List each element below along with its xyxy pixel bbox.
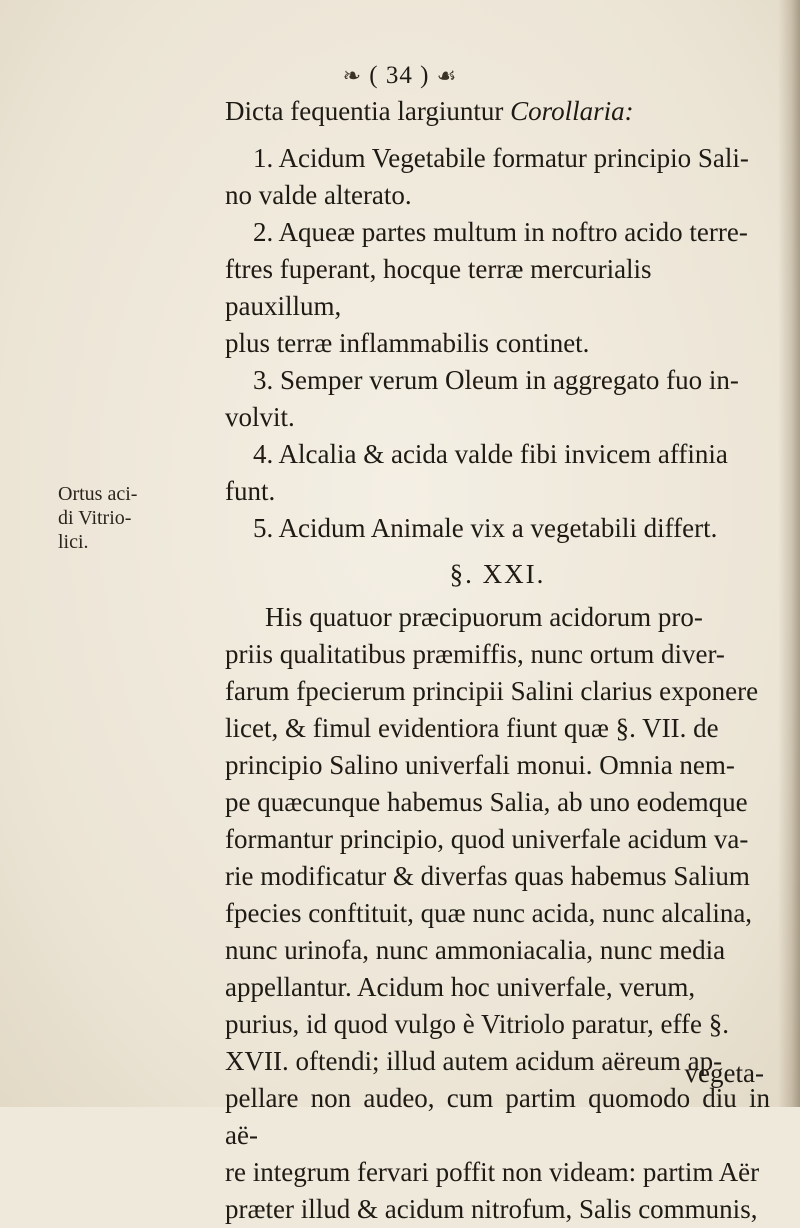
corollary-line: 4. Alcalia & acida valde fibi invicem affinia funt. bbox=[225, 439, 728, 506]
paragraph-line: rie modificatur & diverfas quas habemus Salium bbox=[225, 861, 750, 891]
paragraph-line: His quatuor præcipuorum acidorum pro- bbox=[265, 602, 703, 632]
corollary-line: plus terræ inflammabilis continet. bbox=[225, 328, 590, 358]
margin-note-line: lici. bbox=[58, 531, 89, 553]
intro-italic: Corollaria: bbox=[510, 96, 634, 126]
ornament-right-icon: ☙ bbox=[436, 63, 458, 88]
corollary-line: ftres fuperant, hocque terræ mercurialis pauxillum, bbox=[225, 254, 652, 321]
paragraph-line: præter illud & acidum nitrofum, Salis communis, bbox=[225, 1194, 758, 1224]
margin-note bbox=[58, 482, 208, 554]
paragraph-line: pellare non audeo, cum partim quomodo diu in aë- bbox=[225, 1083, 770, 1150]
corollary-line: 2. Aqueæ partes multum in noftro acido terre- bbox=[253, 217, 748, 247]
paragraph-line: principio Salino univerfali monui. Omnia nem- bbox=[225, 750, 735, 780]
ornament-left-icon: ❧ bbox=[342, 63, 363, 88]
corollary-line: volvit. bbox=[225, 402, 295, 432]
paragraph-line: priis qualitatibus præmiffis, nunc ortum diver- bbox=[225, 639, 725, 669]
paragraph-line: nunc urinofa, nunc ammoniacalia, nunc media bbox=[225, 935, 726, 965]
page-header bbox=[0, 62, 800, 90]
paragraph-line: XVII. oftendi; illud autem acidum aëreum ap- bbox=[225, 1046, 723, 1076]
intro-text: Dicta fequentia largiuntur bbox=[225, 96, 511, 126]
margin-note-line: di Vitrio- bbox=[58, 507, 132, 529]
page-number: ( 34 ) bbox=[369, 62, 430, 89]
paragraph-line: re integrum fervari poffit non videam: partim Aër bbox=[225, 1157, 760, 1187]
corollary-line: 5. Acidum Animale vix a vegetabili differt. bbox=[253, 513, 718, 543]
corollary-line: 3. Semper verum Oleum in aggregato fuo in- bbox=[253, 365, 739, 395]
paragraph-line: appellantur. Acidum hoc univerfale, verum, bbox=[225, 972, 696, 1002]
paragraph-line: pe quæcunque habemus Salia, ab uno eodemque bbox=[225, 787, 748, 817]
intro-line bbox=[225, 96, 634, 127]
paragraph-line: formantur principio, quod univerfale acidum va- bbox=[225, 824, 749, 854]
paragraph-line: farum fpecierum principii Salini clarius exponere bbox=[225, 676, 759, 706]
paragraph-line: fpecies conftituit, quæ nunc acida, nunc alcalina, bbox=[225, 898, 753, 928]
page-edge-shadow bbox=[778, 0, 800, 1107]
corollary-line: no valde alterato. bbox=[225, 180, 412, 210]
paragraph-line: licet, & fimul evidentiora fiunt quæ §. VII. de bbox=[225, 713, 719, 743]
paragraph-line: purius, id quod vulgo è Vitriolo paratur, effe §. bbox=[225, 1009, 729, 1039]
section-title: §. XXI. bbox=[449, 559, 546, 589]
catchword: vegeta- bbox=[684, 1058, 764, 1088]
corollary-line: 1. Acidum Vegetabile formatur principio Sali- bbox=[253, 143, 749, 173]
margin-note-line: Ortus aci- bbox=[58, 483, 138, 505]
